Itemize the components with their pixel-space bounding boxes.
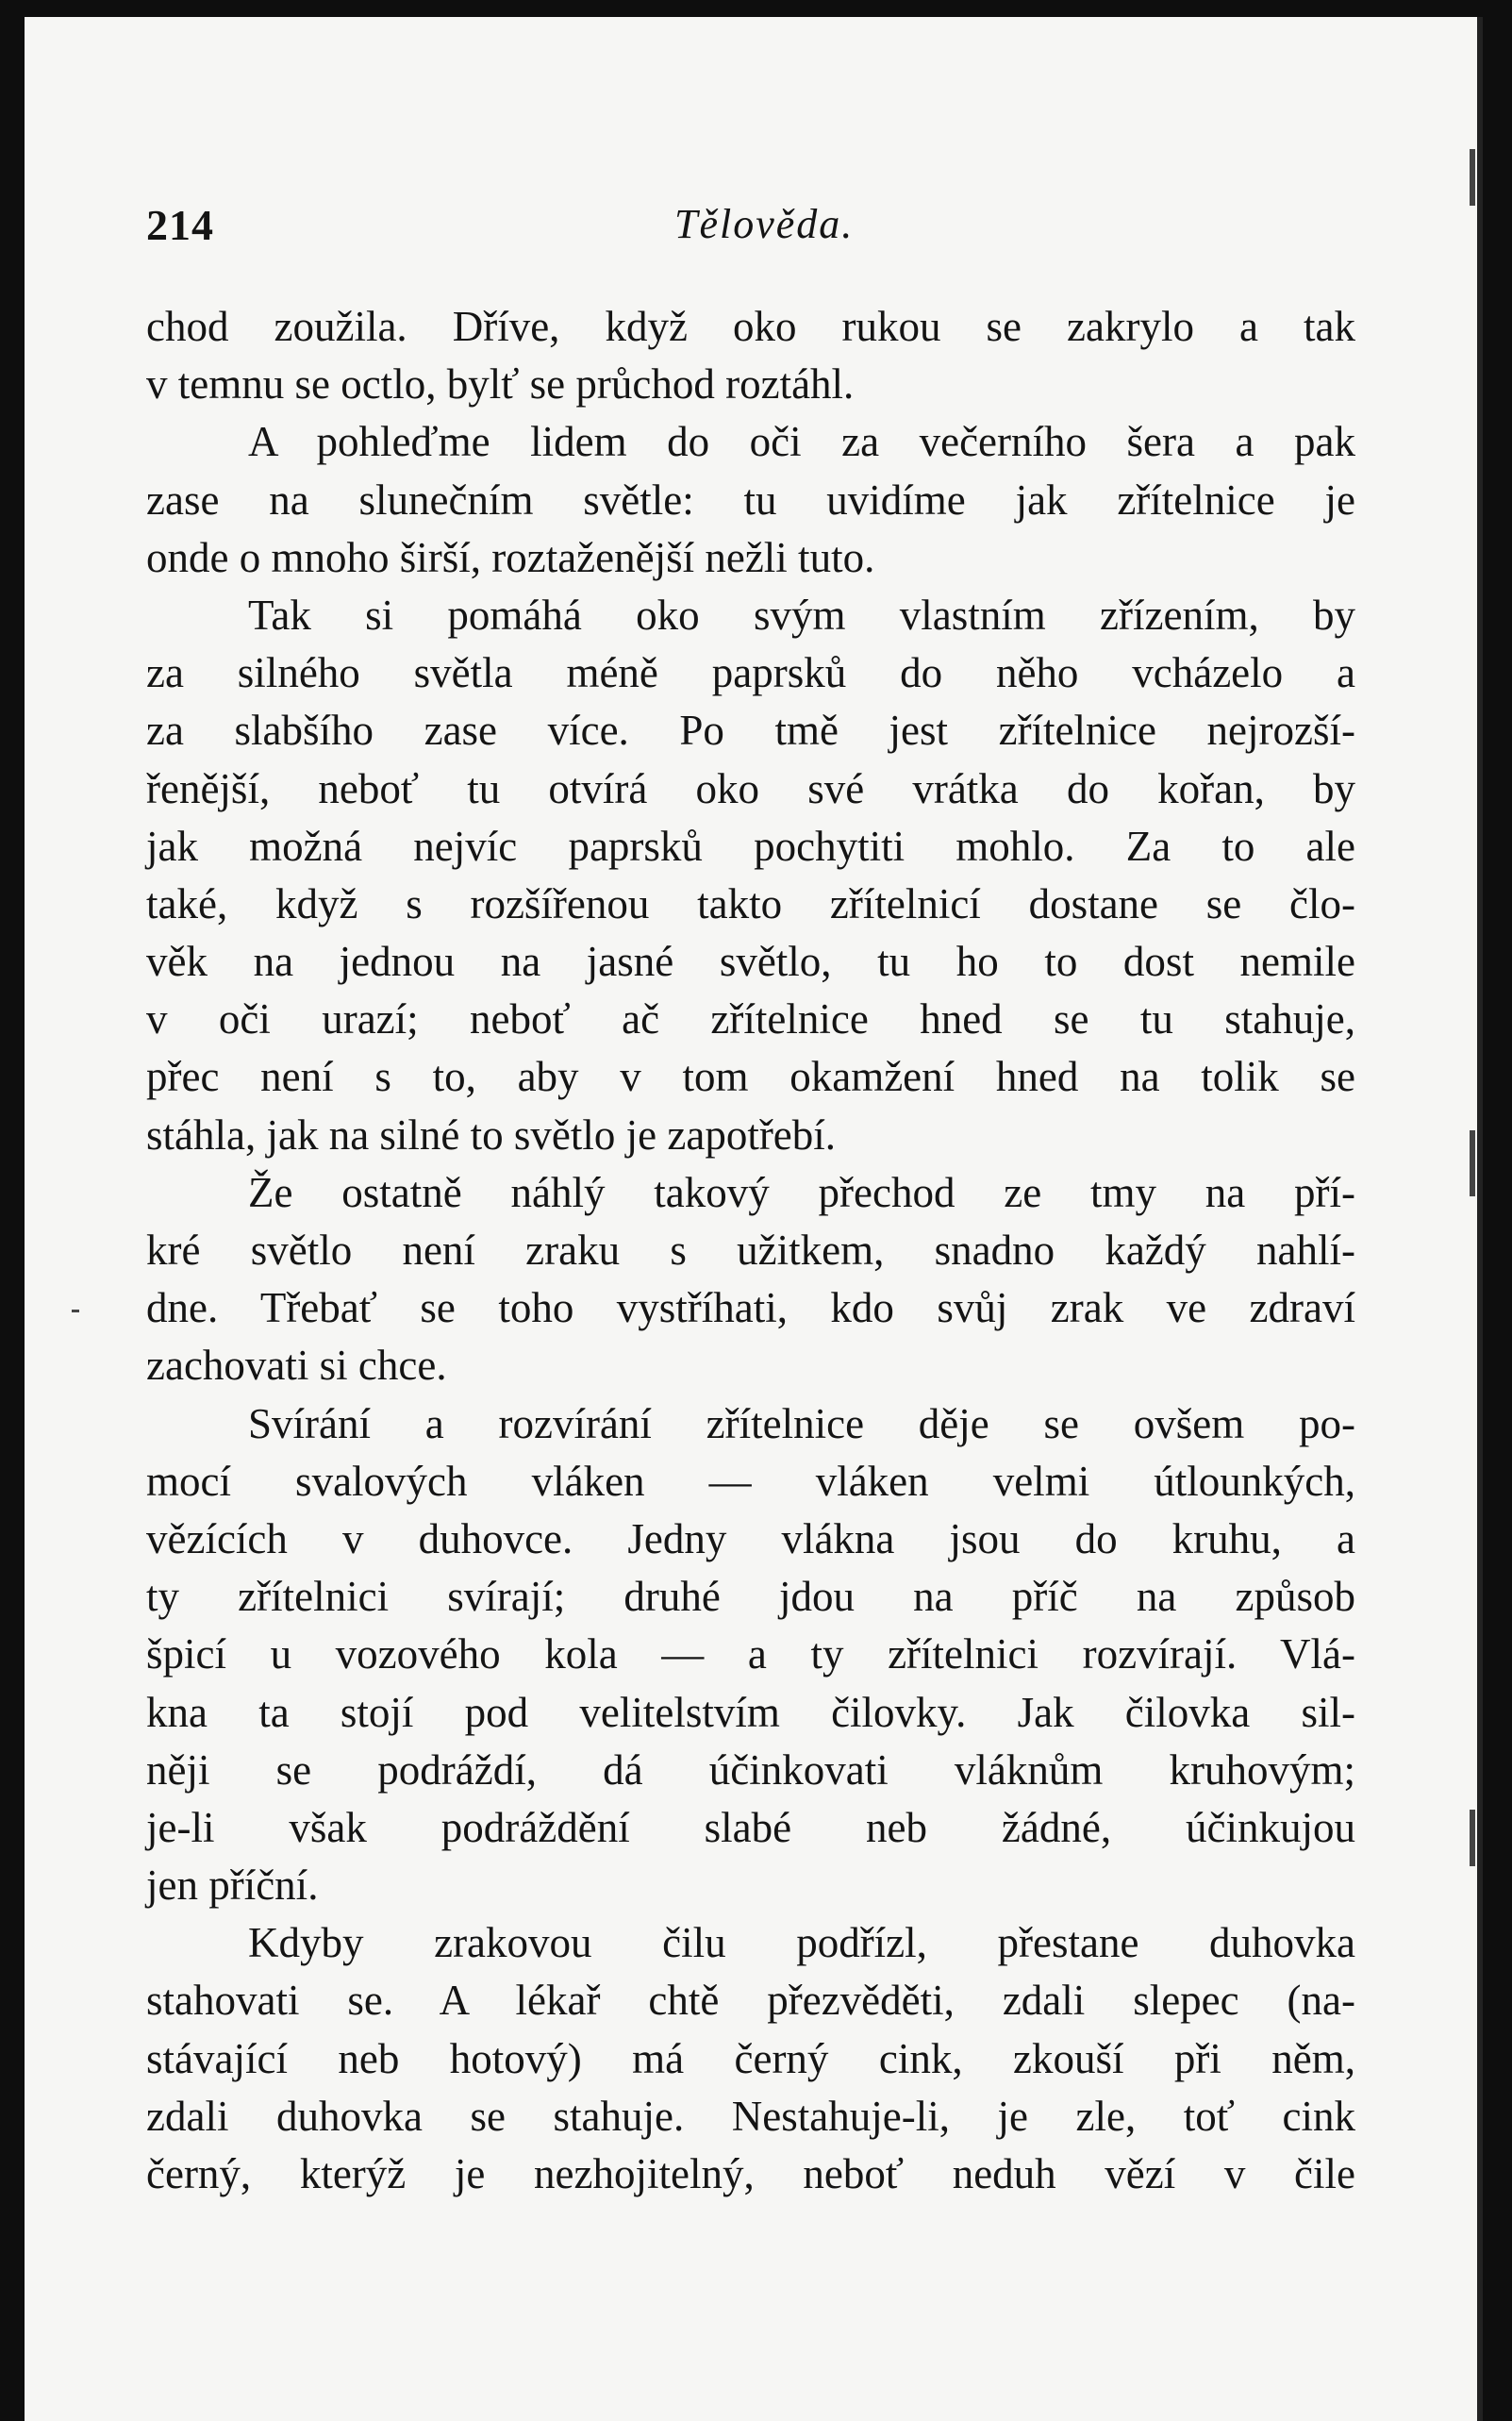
text-line: řenější, neboť tu otvírá oko své vrátka do kořan, by xyxy=(146,764,1355,812)
text-line: je-li však podráždění slabé neb žádné, účinkujou xyxy=(146,1803,1355,1851)
body-text xyxy=(146,298,1355,2203)
page-number: 214 xyxy=(146,201,214,249)
text-line: jen příční. xyxy=(146,1862,319,1910)
page-header xyxy=(146,200,1355,266)
text-line: kna ta stojí pod velitelstvím čilovky. Jak čilovka sil- xyxy=(146,1688,1355,1736)
text-line: mocí svalových vláken — vláken velmi útlounkých, xyxy=(146,1457,1355,1505)
scan-edge-mark xyxy=(1470,1130,1475,1196)
text-line: za slabšího zase více. Po tmě jest zřítelnice nejrozší- xyxy=(146,707,1355,755)
text-line: zase na slunečním světle: tu uvidíme jak zřítelnice je xyxy=(146,476,1355,524)
text-line: za silného světla méně paprsků do něho vcházelo a xyxy=(146,649,1355,697)
text-line: zachovati si chce. xyxy=(146,1342,447,1390)
text-line: ty zřítelnici svírají; druhé jdou na příč na způsob xyxy=(146,1573,1355,1621)
text-line: špicí u vozového kola — a ty zřítelnici rozvírají. Vlá- xyxy=(146,1630,1355,1678)
text-line: Kdyby zrakovou čilu podřízl, přestane duhovka xyxy=(248,1919,1355,1967)
text-line: vězících v duhovce. Jedny vlákna jsou do kruhu, a xyxy=(146,1514,1355,1562)
text-line: Svírání a rozvírání zřítelnice děje se ovšem po- xyxy=(248,1399,1355,1447)
text-line: zdali duhovka se stahuje. Nestahuje-li, je zle, toť cink xyxy=(146,2092,1355,2140)
running-title: Tělověda. xyxy=(674,201,855,247)
text-line: onde o mnoho širší, roztaženější nežli tuto. xyxy=(146,533,875,581)
text-line: kré světlo není zraku s užitkem, snadno každý nahlí- xyxy=(146,1227,1355,1274)
scan-edge-mark xyxy=(1470,1810,1475,1866)
text-line: černý, kterýž je nezhojitelný, neboť neduh vězí v čile xyxy=(146,2150,1355,2197)
scan-speck xyxy=(72,1310,79,1312)
text-line: A pohleďme lidem do oči za večerního šera a pak xyxy=(248,418,1355,466)
text-line: něji se podráždí, dá účinkovati vláknům kruhovým; xyxy=(146,1745,1355,1794)
text-line: v oči urazí; neboť ač zřítelnice hned se tu stahuje, xyxy=(146,995,1355,1044)
text-line: Že ostatně náhlý takový přechod ze tmy na pří- xyxy=(248,1168,1355,1216)
text-line: Tak si pomáhá oko svým vlastním zřízením, by xyxy=(248,591,1355,639)
scan-edge-mark xyxy=(1470,149,1475,206)
text-line: stahovati se. A lékař chtě přezvěděti, zdali slepec (na- xyxy=(146,1977,1355,2025)
text-line: přec není s to, aby v tom okamžení hned na tolik se xyxy=(146,1053,1355,1101)
text-line: stávající neb hotový) má černý cink, zkouší při něm, xyxy=(146,2034,1355,2082)
text-line: věk na jednou na jasné světlo, tu ho to dost nemile xyxy=(146,938,1355,986)
text-line: dne. Třebať se toho vystříhati, kdo svůj zrak ve zdraví xyxy=(146,1284,1355,1332)
text-line: v temnu se octlo, bylť se průchod roztáhl. xyxy=(146,360,855,409)
text-line: chod zoužila. Dříve, když oko rukou se zakrylo a tak xyxy=(146,303,1355,350)
text-line: také, když s rozšířenou takto zřítelnicí dostane se člo- xyxy=(146,879,1355,927)
text-line: jak možná nejvíc paprsků pochytiti mohlo. Za to ale xyxy=(146,822,1355,870)
text-line: stáhla, jak na silné to světlo je zapotřebí. xyxy=(146,1110,837,1159)
